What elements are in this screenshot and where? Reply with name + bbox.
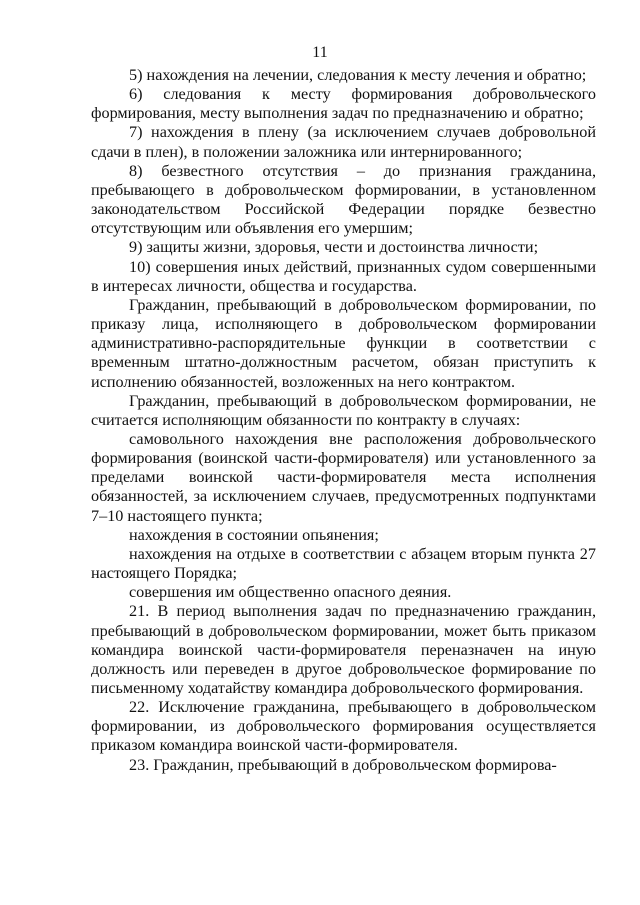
paragraph: 8) безвестного отсутствия – до признания гражданина, пребывающего в добровольческом формировании, в установленном законодательством Российской Федерации порядке безвестно отсутствующим или объявления его умершим;: [91, 161, 596, 238]
paragraph: нахождения на отдыхе в соответствии с абзацем вторым пункта 27 настоящего Порядка;: [91, 544, 596, 583]
paragraph: самовольного нахождения вне расположения добровольческого формирования (воинской части-формирователя) или установленного за пределами воинской части-формирователя места исполнения обязанностей, за исключением случаев, предусмотренных подпунктами 7–10 настоящего пункта;: [91, 429, 596, 525]
paragraph: 10) совершения иных действий, признанных судом совершенными в интересах личности, общества и государства.: [91, 257, 596, 295]
page-number: 11: [312, 44, 328, 61]
paragraph: совершения им общественно опасного деяния.: [129, 583, 452, 602]
paragraph: 6) следования к месту формирования добровольческого формирования, месту выполнения задач по предназначению и обратно;: [91, 85, 596, 123]
paragraph: Гражданин, пребывающий в добровольческом формировании, по приказу лица, исполняющего в добровольческом формировании административно-распорядительные функции в соответствии с временным штатно-должностным расчетом, обязан приступить к исполнению обязанностей, возложенных на него контрактом.: [91, 295, 596, 391]
paragraph: Гражданин, пребывающий в добровольческом формировании, не считается исполняющим обязанности по контракту в случаях:: [91, 391, 596, 429]
paragraph: 9) защиты жизни, здоровья, чести и достоинства личности;: [129, 238, 539, 257]
paragraph: 22. Исключение гражданина, пребывающего в добровольческом формировании, из добровольческого формирования осуществляется приказом командира воинской части-формирователя.: [91, 698, 596, 755]
paragraph: 5) нахождения на лечении, следования к месту лечения и обратно;: [129, 66, 587, 84]
paragraph: 21. В период выполнения задач по предназначению гражданин, пребывающий в добровольческом формировании, может быть приказом командира воинской части-формирователя переназначен на иную должность или переведен в другое добровольческое формирование по письменному ходатайству командира добровольческого формирования.: [91, 602, 596, 697]
paragraph: 7) нахождения в плену (за исключением случаев добровольной сдачи в плен), в положении заложника или интернированного;: [91, 123, 596, 161]
document-body: [91, 66, 596, 775]
paragraph: 23. Гражданин, пребывающий в добровольческом формирова-: [129, 755, 557, 774]
paragraph: нахождения в состоянии опьянения;: [129, 525, 379, 544]
